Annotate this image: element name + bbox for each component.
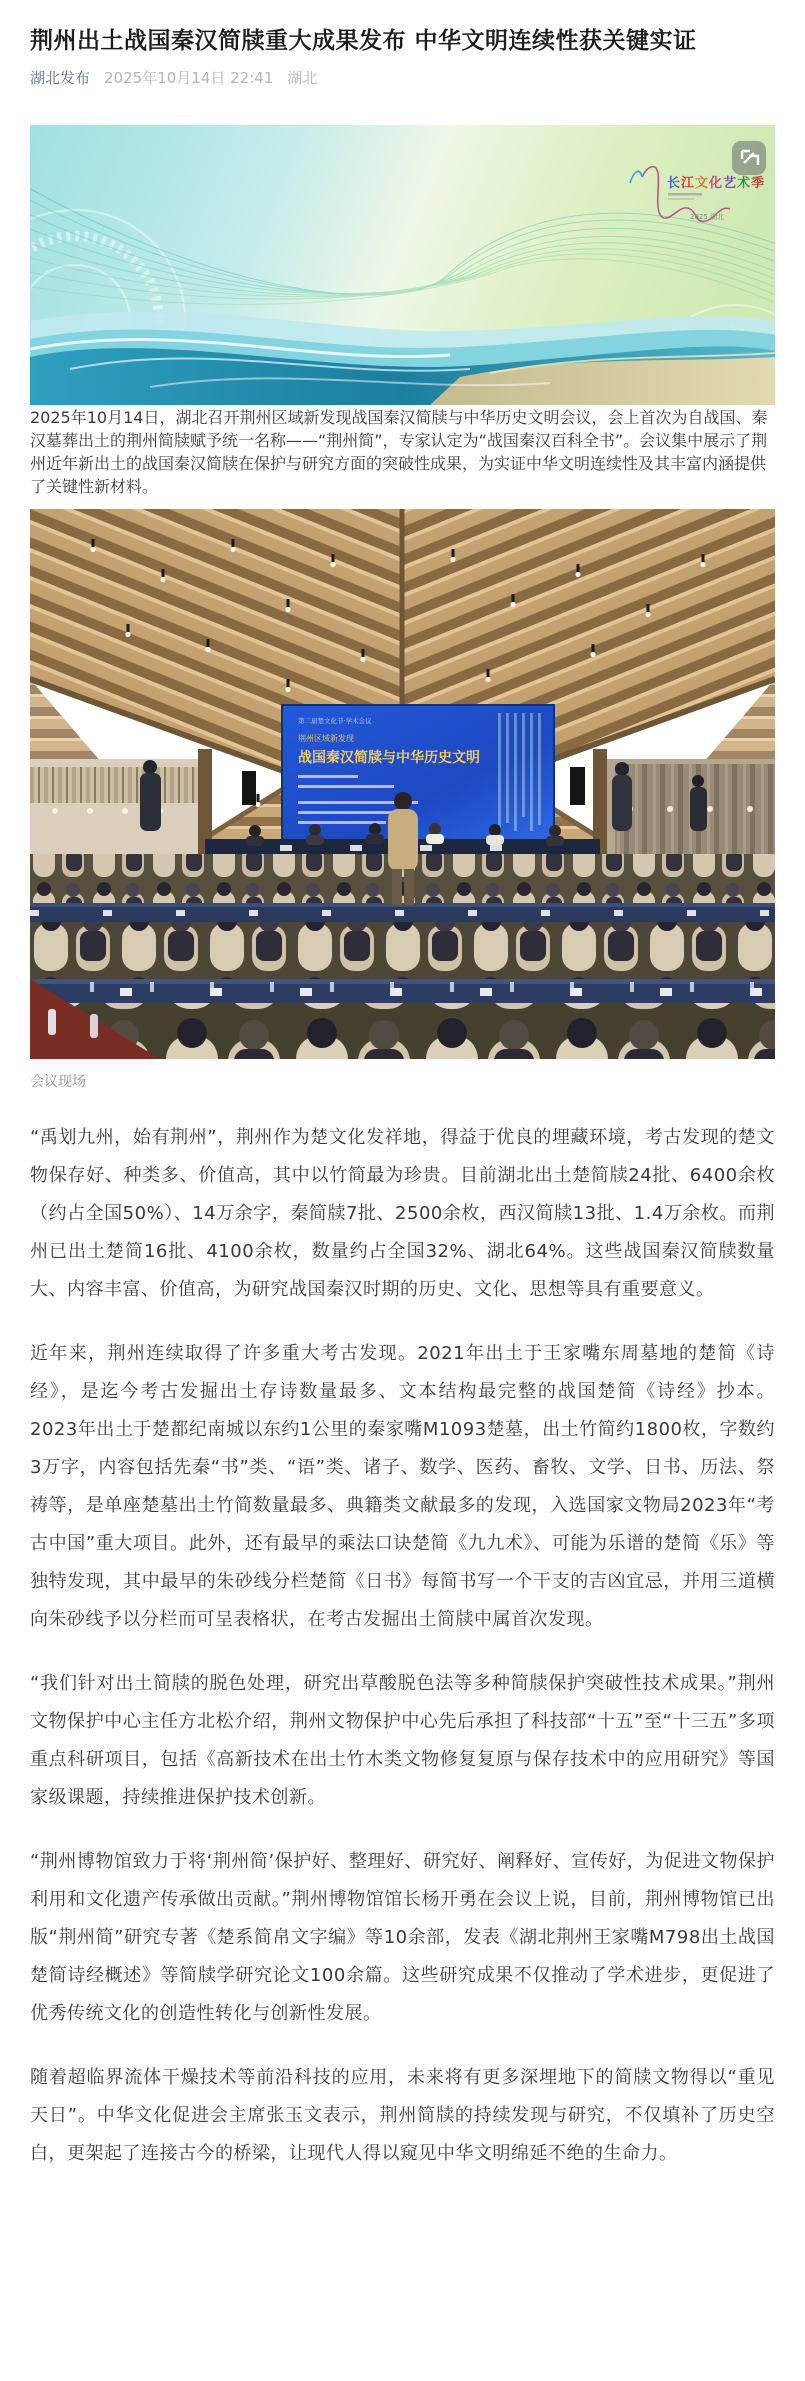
article-body [30,1119,775,2173]
text-segment: “禹划九州，始有荆州”，荆州作为楚文化发祥地，得益于优良的埋藏环境，考古发现的楚文物保存好、种类多、价值高，其中以竹简最为珍贵。目前湖北出土楚简牍24批、6400余枚（约占全国50%）、14万余字，秦简牍7批、2500余枚，西汉简牍13批、1.4万余枚。而荆州已出土楚简16批、4100余枚，数量约占全国32%、湖北64%。这些战国秦汉简牍数量大、内容丰富、价值高，为研究战国秦汉时期的历史、文化、思想等具有重要意义。 [30,1127,775,1300]
text-segment: “我们针对出土简牍的脱色处理，研究出草酸脱色法等多种简牍保护突破性技术成果。”荆州文物保护中心主任方北松介绍，荆州文物保护中心先后承担了科技部“十五”至“十三五”多项重点科研项目，包括《高新技术在出土竹木类文物修复复原与保存技术中的应用研究》等国家级课题，持续推进保护技术创新。 [30,1673,775,1808]
conference-photo [30,509,775,1059]
publish-location: 湖北 [287,69,318,87]
article-paragraph [30,2059,775,2173]
speaker-right [570,767,585,805]
screen-title: 战国秦汉简牍与中华历史文明 [298,750,480,766]
screen-subtitle: 荆州区域新发现 [298,734,354,743]
article-lead [30,405,775,497]
text-segment: 近年来，荆州连续取得了许多重大考古发现。2021年出土于王家嘴东周墓地的楚简《诗经》，是迄今考古发掘出土存诗数量最多、文本结构最完整的战国楚简《诗经》抄本。 2023年出土于楚都纪南城以东约1公里的秦家嘴M1093楚墓，出土竹简约1800枚，字数约3万字，内容包括先秦“书”类、“语”类、诸子、数学、医药、畜牧、文学、日书、历法、祭祷等，是单座楚墓出土竹简数量最多、典籍类文献最多的发现，入选国家文物局2023年“考古中国”重大项目。此外，还有最早的乘法口诀楚简《九九术》、可能为乐谱的楚简《乐》等独特发现，其中最早的朱砂线分栏楚简《日书》每简书写一个干支的吉凶宜忌，并用三道横向朱砂线予以分栏而可呈表格状，在考古发掘出土简牍中属首次发现。 [30,1343,775,1630]
audience [30,854,775,1059]
inline-link[interactable]: 会上首次为自战国、秦汉墓葬出土的荆州简牍赋予统一名称——“荆州简” [30,408,768,450]
conference-room [30,509,775,1059]
text-segment: 随着超临界流体干燥技术等前沿科技的应用，未来将有更多深埋地下的简牍文物得以“重见天日”。中华文化促进会主席张玉文表示，荆州简牍的持续发现与研究，不仅填补了历史空白，更架起了连接古今的桥梁，让现代人得以窥见中华文明绵延不绝的生命力。 [30,2067,775,2164]
article-paragraph [30,405,775,497]
article-paragraph [30,1665,775,1817]
fullscreen-icon[interactable] [732,141,766,175]
publish-date: 2025年10月14日 22:41 [104,69,274,87]
photo-caption: 会议现场 [30,1074,86,1090]
screen-top-line: 第二届楚文化节·学术会议 [298,717,372,725]
speaker-left [242,771,256,805]
banner-image [30,125,775,405]
source-account-link[interactable]: 湖北发布 [30,69,91,87]
page-title: 荆州出土战国秦汉简牍重大成果发布 中华文明连续性获关键实证 [30,28,697,54]
article-paragraph [30,1119,775,1309]
banner-background [30,125,775,405]
text-segment: “荆州博物馆致力于将‘荆州简’保护好、整理好、研究好、阐释好、宣传好，为促进文物保护利用和文化遗产传承做出贡献。”荆州博物馆馆长杨开勇在会议上说，目前，荆州博物馆已出版“荆州简”研究专著《楚系简帛文字编》等10余部，发表《湖北荆州王家嘴M798出土战国楚简诗经概述》等简牍学研究论文100余篇。这些研究成果不仅推动了学术进步，更促进了优秀传统文化的创造性转化与创新性发展。 [30,1851,775,2024]
banner-logo-subtext: 2025 湖北 [690,213,725,221]
text-segment: ，专家认定为“战国秦汉百科全书”。会议集中展示了荆州近年新出土的战国秦汉简牍在保护与研究方面的突破性成果，为实证中华文明连续性及其丰富内涵提供了关键性新材料。 [30,431,768,496]
text-segment: 2025年10月14日，湖北召开荆州区域新发现战国秦汉简牍与中华历史文明会议， [30,408,608,427]
banner-logo-text: 长江文化艺术季 [667,176,766,191]
article-paragraph [30,1843,775,2033]
article-meta [30,67,775,89]
article-paragraph [30,1335,775,1639]
